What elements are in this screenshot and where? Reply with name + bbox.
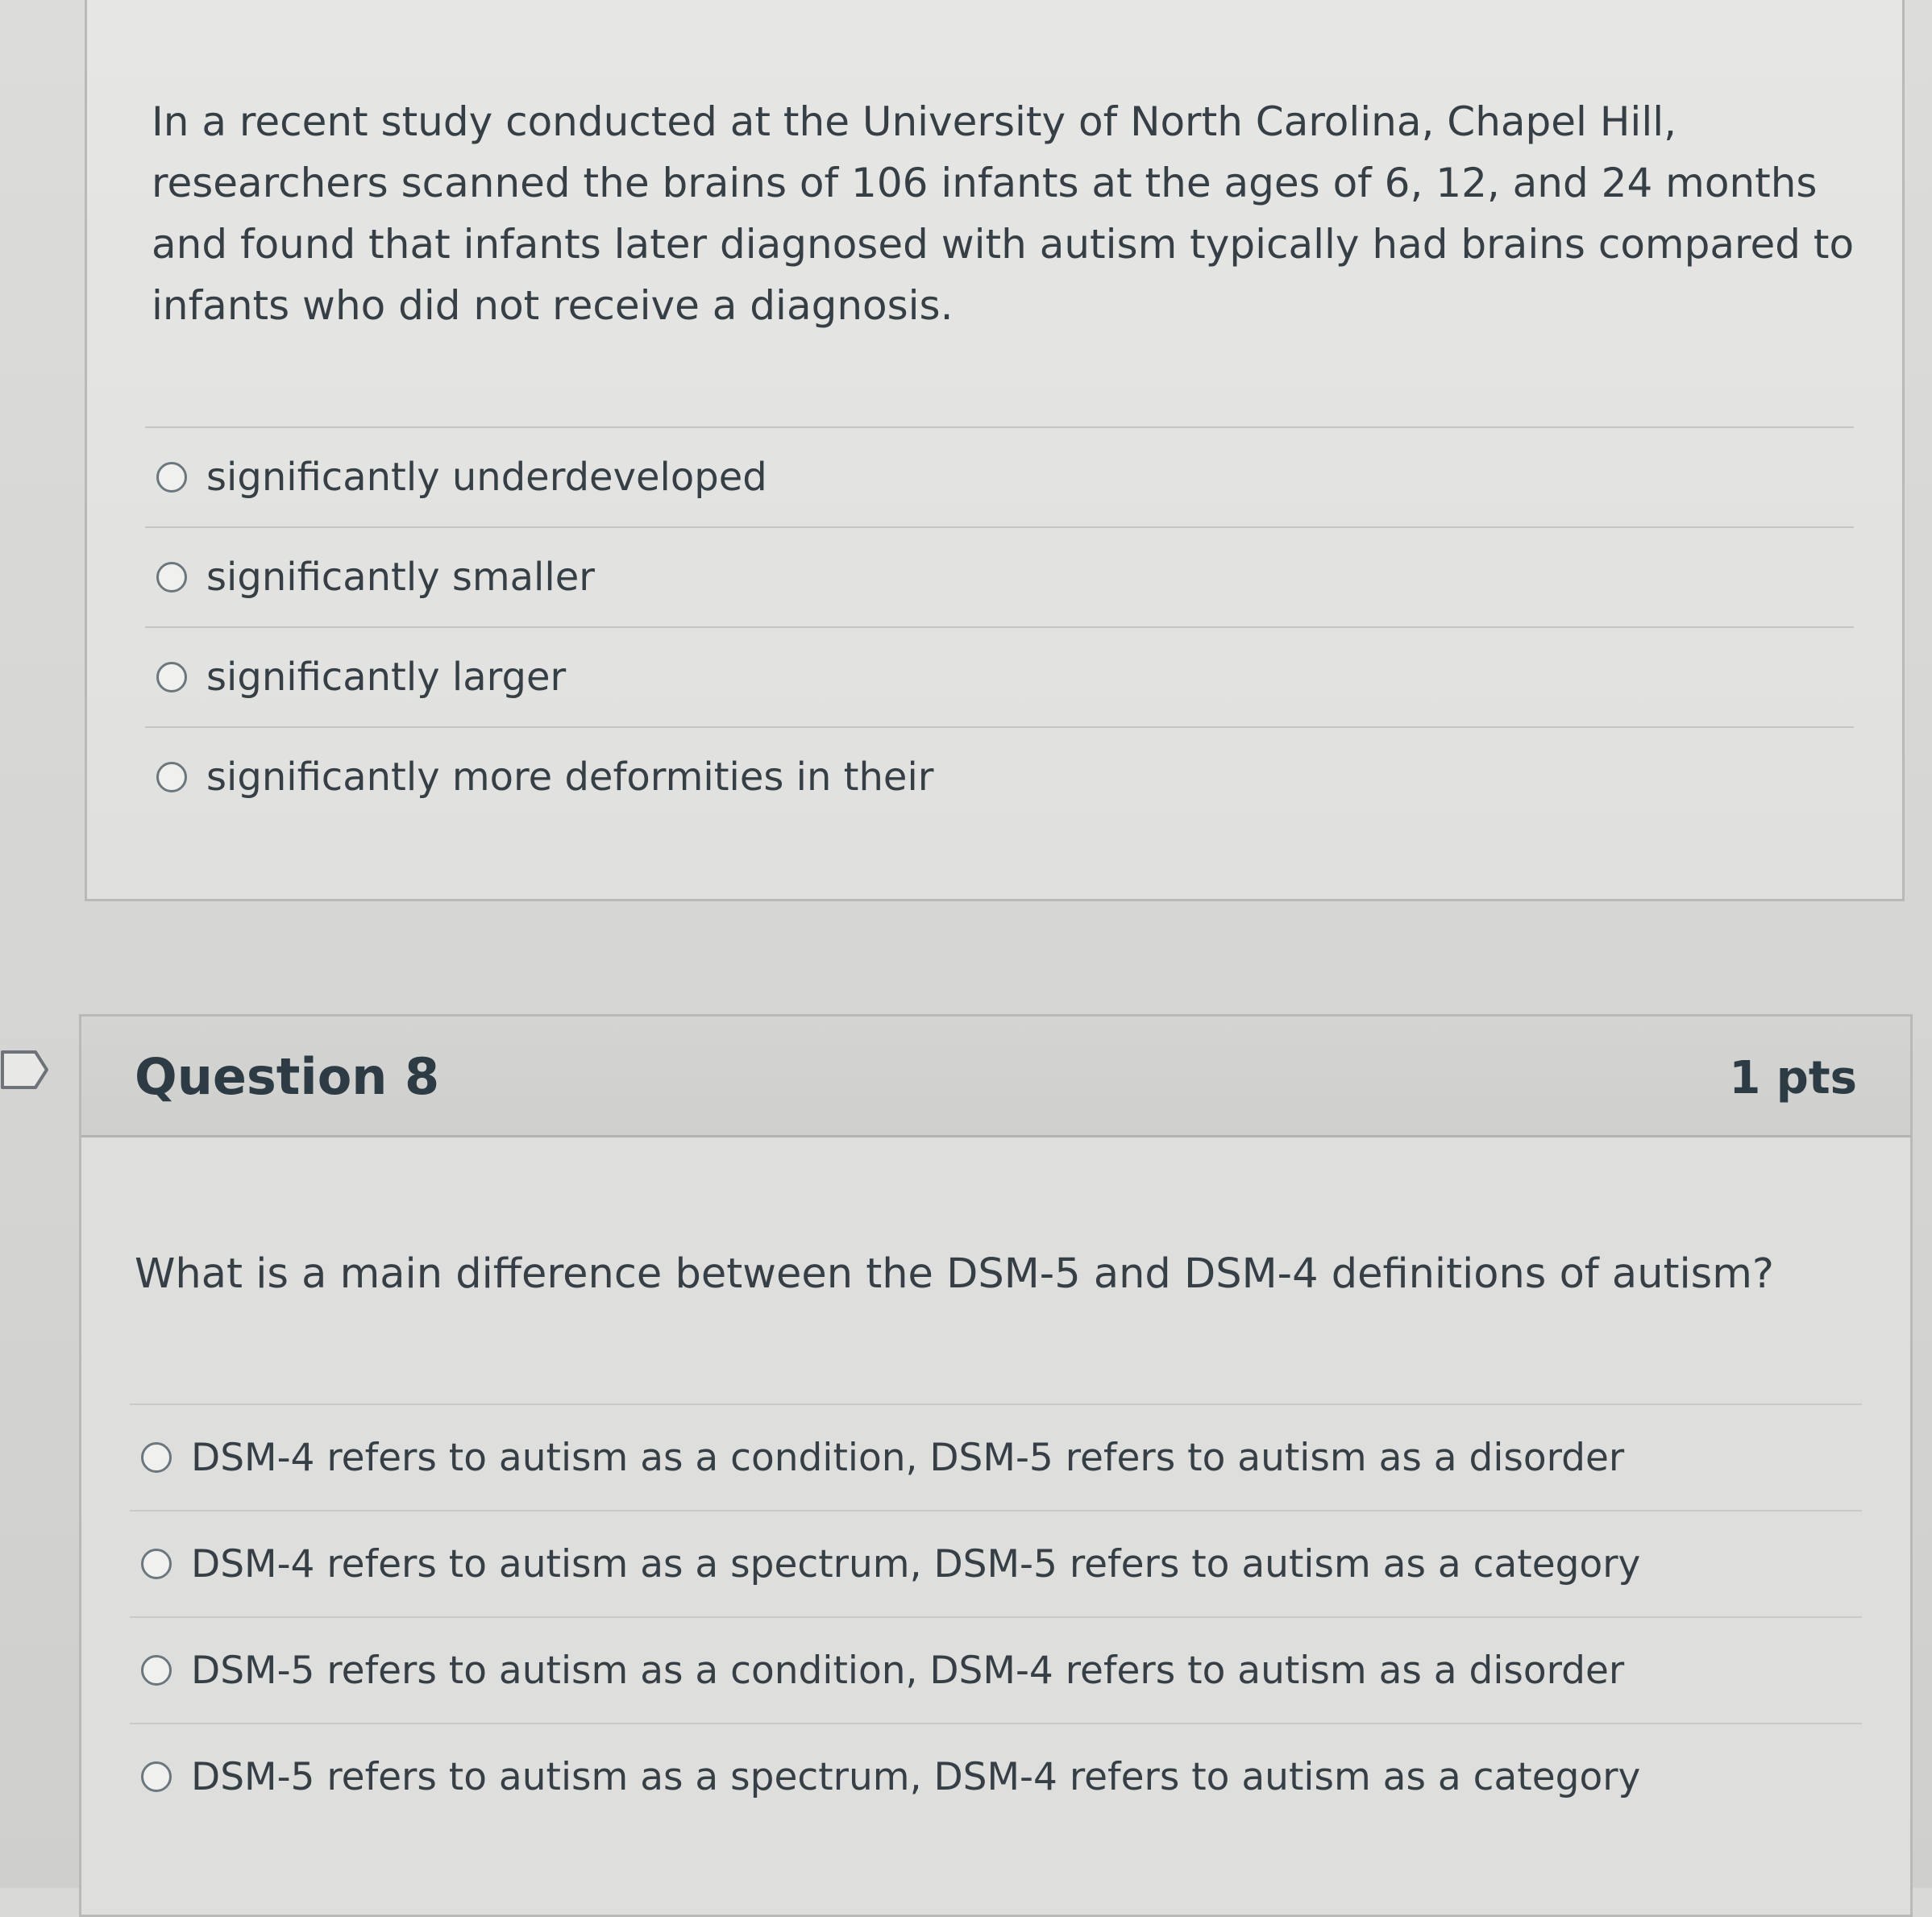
radio-button-icon[interactable] [156, 662, 187, 692]
radio-button-icon[interactable] [141, 1655, 172, 1686]
answer-option[interactable] [145, 526, 1854, 626]
bookmark-flag-icon[interactable] [0, 1050, 50, 1090]
question-8-card [79, 1014, 1913, 1917]
answer-option[interactable] [130, 1510, 1862, 1616]
answer-label[interactable]: DSM-4 refers to autism as a spectrum, DSM-5 refers to autism as a category [191, 1541, 1641, 1586]
question-7-text-before-blank: In a recent study conducted at the University of North Carolina, Chapel Hill, researchers scanned the brains of 106 infants at the ages of 6, 12, and 24 months and found that infants later diagnosed with autism typically had [152, 98, 1818, 268]
answer-label[interactable]: DSM-5 refers to autism as a condition, DSM-4 refers to autism as a disorder [191, 1648, 1625, 1693]
radio-button-icon[interactable] [141, 1761, 172, 1792]
radio-button-icon[interactable] [156, 462, 187, 493]
question-points: 1 pts [1729, 1052, 1857, 1104]
answer-label[interactable]: DSM-5 refers to autism as a spectrum, DSM-4 refers to autism as a category [191, 1754, 1641, 1799]
answer-label[interactable]: DSM-4 refers to autism as a condition, DSM-5 refers to autism as a disorder [191, 1435, 1625, 1480]
question-7-card [85, 0, 1905, 901]
answer-label[interactable]: significantly underdeveloped [206, 455, 767, 500]
radio-button-icon[interactable] [156, 762, 187, 792]
radio-button-icon[interactable] [141, 1549, 172, 1579]
answer-option[interactable] [130, 1403, 1862, 1510]
answer-label[interactable]: significantly larger [206, 655, 567, 700]
question-title: Question 8 [135, 1047, 440, 1106]
question-8-answers [130, 1403, 1862, 1829]
question-7-answers [145, 426, 1854, 826]
radio-button-icon[interactable] [156, 562, 187, 593]
question-8-header [81, 1017, 1910, 1137]
answer-option[interactable] [145, 726, 1854, 826]
answer-label[interactable]: significantly more deformities in their [206, 755, 934, 800]
answer-option[interactable] [145, 426, 1854, 526]
answer-option[interactable] [130, 1723, 1862, 1829]
question-8-text: What is a main difference between the DSM-5 and DSM-4 definitions of autism? [135, 1250, 1774, 1298]
answer-label[interactable]: significantly smaller [206, 555, 595, 600]
answer-option[interactable] [130, 1616, 1862, 1723]
answer-option[interactable] [145, 626, 1854, 726]
question-7-text-after-blank: brains compared to infants who did not receive a diagnosis. [152, 221, 1855, 329]
question-7-text [152, 91, 1860, 336]
radio-button-icon[interactable] [141, 1442, 172, 1473]
